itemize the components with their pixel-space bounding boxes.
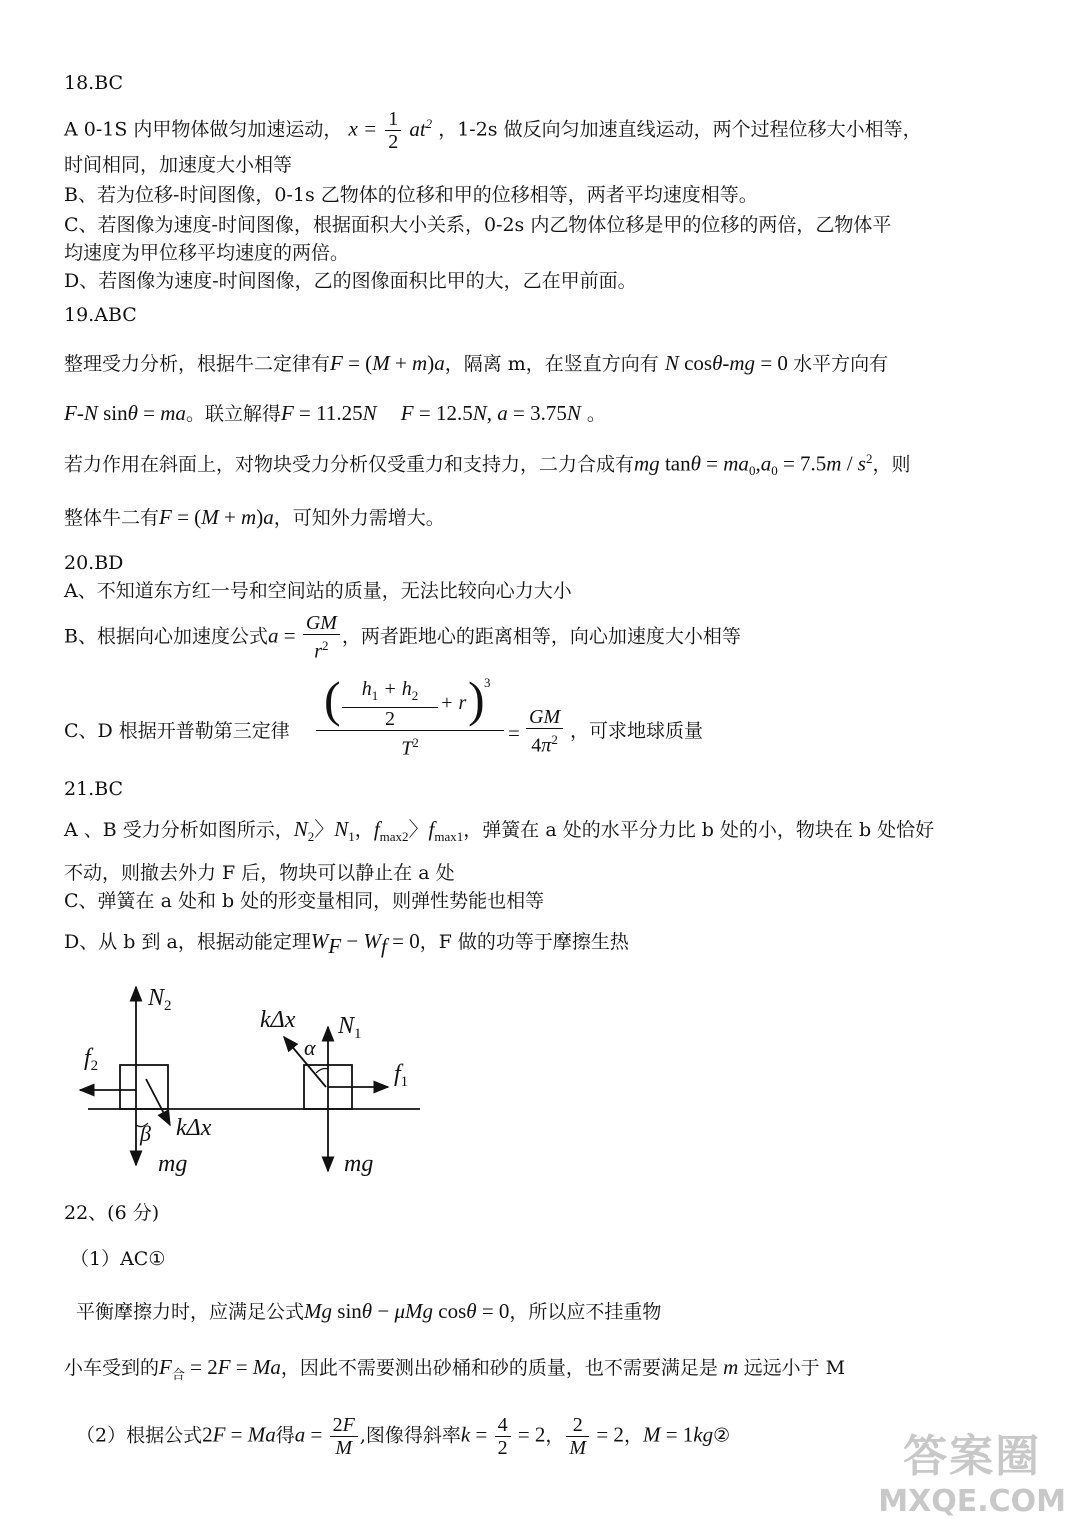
q19-eq-theta: θ-mg [712, 351, 756, 375]
q19-eq-ma: ma [160, 401, 186, 425]
label-mg-left: mg [158, 1151, 188, 1177]
q22-eq4-M: M [642, 1422, 661, 1447]
q22-eq-2F: = 2 [184, 1355, 218, 1379]
q19-line4 [64, 504, 445, 531]
q22-eq4-Ma: Ma [247, 1422, 276, 1447]
q19-l1-text2: ，隔离 m，在竖直方向有 [444, 353, 659, 375]
q19-eq-Mm: M [372, 351, 390, 375]
q19-eq4-eq: = ( [171, 505, 202, 529]
label-kdx-left: kΔx [176, 1115, 212, 1141]
q21-eq-N2sub: 2 [307, 828, 315, 844]
q22-eq-minus: − [372, 1299, 395, 1323]
q19-l4-text1: 整体牛二有 [64, 507, 160, 529]
q20-kepler-num: ( $h_1 + h_2$ 2 + r ) 3 [316, 676, 504, 731]
q20-heading: 20.BD [64, 552, 124, 574]
label-n1: $N_1$ [338, 1013, 362, 1042]
q20-kepler-fraction [316, 671, 504, 761]
q19-eq-ma0: ma [723, 451, 749, 476]
q18-frac-half: $\frac{1}{2}$ [385, 108, 401, 153]
q19-sol-comma: , [486, 401, 498, 425]
q21-eq-W2: W [363, 929, 382, 953]
q19-sol-end: 。 [580, 403, 606, 425]
q21-eq-f2: f [428, 817, 435, 841]
q22-l3-text2: ，因此不需要测出砂桶和砂的质量，也不需要满足是 [280, 1357, 718, 1379]
q19-eq-mgtan: mg [634, 451, 660, 476]
q19-eq-sub0b: 0 [771, 463, 778, 479]
q19-eq-cos: cos [678, 351, 713, 375]
q22-eq-Fsub: 合 [171, 1367, 185, 1383]
label-kdx-right: kΔx [260, 1007, 296, 1033]
q21-eq-N1sub: 1 [348, 828, 355, 844]
q22-eq-m: m [717, 1355, 744, 1379]
q22-eq4-eq2: = [305, 1422, 328, 1447]
q19-eq-horiz: F-N [64, 401, 98, 425]
q21-ab-text1: A 、B 受力分析如图所示， [64, 819, 294, 841]
q22-eq-cos: cos [433, 1299, 467, 1323]
q20-kepler-den: $T^2$ [401, 735, 419, 760]
q21-eq-minus: − [341, 929, 364, 953]
q22-eq4-eq4: = 2 [512, 1422, 546, 1447]
q19-eq-unit: m [826, 451, 842, 476]
q22-l3-text3: 远远小于 M [743, 1357, 846, 1379]
label-mg-right: mg [344, 1151, 374, 1177]
q18-option-c1: C、若图像为速度-时间图像，根据面积大小关系，0-2s 内乙物体位移是甲的位移的两倍，乙物体平 [64, 214, 892, 236]
q18-a-line2: 时间相同，加速度大小相等 [64, 154, 293, 176]
q19-eq-slash: / [841, 451, 858, 476]
q21-eq-comma: ， [354, 819, 374, 841]
q19-eq-s2: s [857, 451, 866, 476]
q19-eq-paren: ) [427, 351, 435, 375]
site-watermark [878, 1420, 1066, 1519]
q19-eq4-F: F [159, 505, 172, 529]
q20-option-b [64, 612, 741, 663]
q22-heading: 22、(6 分) [64, 1202, 160, 1224]
q19-l3-text2: ，则 [872, 453, 911, 476]
q22-eq-sin: sin [332, 1299, 362, 1323]
q22-eq4-1: = 1 [660, 1422, 694, 1447]
q22-eq4-k: k [460, 1422, 471, 1447]
q19-eq-plus: + [389, 351, 413, 375]
q22-eq-theta: θ [361, 1299, 373, 1323]
q19-eq-val: = 7.5 [777, 451, 827, 476]
q21-eq-W: W [310, 929, 329, 953]
q22-eq4-a: a [294, 1422, 306, 1447]
q22-l4-text2: 得 [275, 1424, 295, 1447]
label-f2: $f_2$ [84, 1045, 99, 1074]
label-n2: $N_2$ [148, 985, 172, 1014]
q19-sol-N3: N [566, 401, 581, 425]
q18-option-b: B、若为位移-时间图像，0-1s 乙物体的位移和甲的位移相等，两者平均速度相等。 [64, 184, 758, 206]
q19-eq-eq3: = [700, 451, 724, 476]
q22-eq4-comma2: ， [623, 1424, 643, 1447]
q19-eq-theta3: θ [690, 451, 701, 476]
q20-frac-GM-r2: $\frac{GM}{r^2}$ [303, 612, 340, 663]
q18-a-text2: ，1-2s 做反向匀加速直线运动，两个过程位移大小相等， [438, 118, 922, 141]
q19-eq-m: m [412, 351, 428, 375]
q22-eq4-eq3: = [470, 1422, 493, 1447]
arrow-kdx-left [146, 1079, 170, 1125]
q19-l1-text3: 水平方向有 [793, 353, 889, 375]
q19-line3 [64, 446, 911, 484]
q22-l4-text3: ,图像得斜率 [359, 1424, 461, 1447]
q20-option-a: A、不知道东方红一号和空间站的质量，无法比较向心力大小 [64, 580, 572, 602]
q19-line1 [64, 350, 888, 377]
q19-sol-av: = 3.75 [507, 401, 567, 425]
q21-d-text1: D、从 b 到 a，根据动能定理 [64, 931, 311, 953]
q19-eq-F2: = ( [342, 351, 373, 375]
q18-heading: 18.BC [64, 72, 124, 94]
q19-sol-F2v: = 12.5 [413, 401, 473, 425]
q19-eq-theta2: θ [127, 401, 138, 425]
q22-eq-Mg: Mg [304, 1299, 333, 1323]
q19-eq-comma3: , [755, 451, 761, 476]
q19-eq4-plus: + [218, 505, 242, 529]
q22-eq4-2: 2 [202, 1422, 213, 1447]
q19-eq-a: a [434, 351, 445, 375]
q19-heading: 19.ABC [64, 304, 137, 326]
q22-eq-F: F [159, 1355, 172, 1379]
q21-eq-WF: F [328, 933, 342, 958]
q20-frac-GM-4pi2: $\frac{GM}{4\pi^2}$ [526, 706, 563, 757]
q19-sol-a: a [497, 401, 508, 425]
q19-eq-sin: sin [97, 401, 128, 425]
q19-eq4-paren: ) [256, 505, 264, 529]
q22-eq4-kg: kg [693, 1422, 714, 1447]
q21-eq-N1: N [334, 817, 349, 841]
q21-eq-f: f [373, 817, 380, 841]
q21-eq-zero: = 0 [386, 929, 420, 953]
q19-eq-sup2: 2 [865, 451, 873, 466]
q22-eq-mu: μMg [394, 1299, 433, 1323]
q22-l4-text1: （2）根据公式 [76, 1424, 203, 1447]
q19-sol-F1v: = 11.25 [293, 401, 363, 425]
q22-l2-text1: 平衡摩擦力时，应满足公式 [76, 1301, 305, 1323]
q21-option-c: C、弹簧在 a 处和 b 处的形变量相同，则弹性势能也相等 [64, 890, 545, 912]
q19-eq-a0: a [760, 451, 772, 476]
q18-formula-at2: $at^2$ [409, 115, 433, 141]
q22-frac-2F-M: $\frac{2F}{M}$ [330, 1414, 358, 1459]
q22-eq4-comma: ， [545, 1424, 565, 1447]
q20-eq-eq: = [278, 623, 301, 648]
q18-option-a [64, 108, 922, 153]
force-diagram [70, 975, 430, 1185]
q20-cd-text2: ，可求地球质量 [570, 720, 704, 742]
q19-line2 [64, 400, 606, 427]
watermark-url: MXQE.COM [878, 1484, 1066, 1519]
q19-eq-eq: = [137, 401, 161, 425]
q19-sol-F1: F [280, 401, 294, 425]
left-block [120, 1065, 168, 1109]
q22-eq4-eq: = [225, 1422, 248, 1447]
q22-l2-text2: ，所以应不挂重物 [509, 1301, 662, 1323]
label-beta: β [140, 1121, 151, 1146]
q22-eq-Ma: Ma [252, 1355, 281, 1379]
q22-part1: （1）AC① [70, 1248, 166, 1270]
q18-a-text1: A 0-1S 内甲物体做匀加速运动， [64, 118, 343, 141]
q21-eq-gt2: 〉 [408, 819, 429, 841]
q19-eq4-M: M [201, 505, 219, 529]
q22-frac-4-2: $\frac{4}{2}$ [495, 1414, 511, 1459]
q20-eq-a: a [267, 623, 279, 648]
q22-eq-eq: = [230, 1355, 253, 1379]
q21-ab-text2: ，弹簧在 a 处的水平分力比 b 处的小，物块在 b 处恰好 [463, 819, 935, 841]
q21-option-d [64, 928, 629, 959]
q18-formula-x: x = [348, 116, 378, 141]
q22-eq-zero: = 0 [476, 1299, 510, 1323]
q19-sol-N1: N [362, 401, 377, 425]
q20-b-text1: B、根据向心加速度公式 [64, 625, 268, 648]
q19-sol-N2: N [472, 401, 487, 425]
q21-heading: 21.BC [64, 778, 124, 800]
q19-eq-zero: = 0 [755, 351, 794, 375]
q21-eq-gt: 〉 [314, 819, 335, 841]
q22-line4 [76, 1414, 730, 1459]
q21-d-text2: ，F 做的功等于摩擦生热 [419, 931, 629, 953]
q21-option-ab [64, 816, 934, 850]
q18-option-d: D、若图像为速度-时间图像，乙的图像面积比甲的大，乙在甲前面。 [64, 270, 637, 292]
q20-cd-text1: C、D 根据开普勒第三定律 [64, 720, 290, 742]
q19-l2-text: 。联立解得 [185, 403, 281, 425]
q19-eq-sub0: 0 [748, 463, 756, 479]
q21-eq-fmax1: max1 [434, 828, 464, 844]
watermark-logo-text: 答案圈 [903, 1431, 1042, 1482]
q22-l4-text4: ② [713, 1424, 731, 1447]
q19-eq4-m: m [241, 505, 257, 529]
q21-ab-line2: 不动，则撤去外力 F 后，物块可以静止在 a 处 [64, 862, 455, 884]
angle-alpha-arc [316, 1069, 328, 1074]
q22-eq4-eq5: = 2 [591, 1422, 624, 1447]
q21-eq-Wf: f [381, 933, 387, 958]
q19-eq-F: F [330, 351, 343, 375]
q22-line2 [76, 1298, 661, 1325]
q22-eq-F2: F [217, 1355, 231, 1379]
q19-l1-text1: 整理受力分析，根据牛二定律有 [64, 353, 331, 375]
q22-line3 [64, 1354, 845, 1389]
label-alpha: α [304, 1035, 316, 1060]
q21-eq-N: N [293, 817, 308, 841]
q18-option-c2: 均速度为甲位移平均速度的两倍。 [64, 242, 350, 264]
q22-eq4-F: F [212, 1422, 226, 1447]
q20-kepler-eq: = [508, 721, 520, 745]
q19-sol-F2: F [400, 401, 414, 425]
q20-b-text2: ，两者距地心的距离相等，向心加速度大小相等 [341, 625, 741, 648]
q19-eq-tan: tan [659, 451, 691, 476]
q21-eq-fmax2: max2 [379, 828, 409, 844]
label-f1: $f_1$ [394, 1061, 409, 1090]
q19-eq4-a: a [263, 505, 274, 529]
q22-frac-2-M: $\frac{2}{M}$ [566, 1414, 589, 1459]
q19-l3-text1: 若力作用在斜面上，对物块受力分析仅受重力和支持力，二力合成有 [64, 453, 635, 476]
q19-l4-text2: ，可知外力需增大。 [273, 507, 445, 529]
q22-eq-theta2: θ [466, 1299, 477, 1323]
q22-l3-text1: 小车受到的 [64, 1357, 160, 1379]
q19-eq-vertical: N [664, 351, 679, 375]
